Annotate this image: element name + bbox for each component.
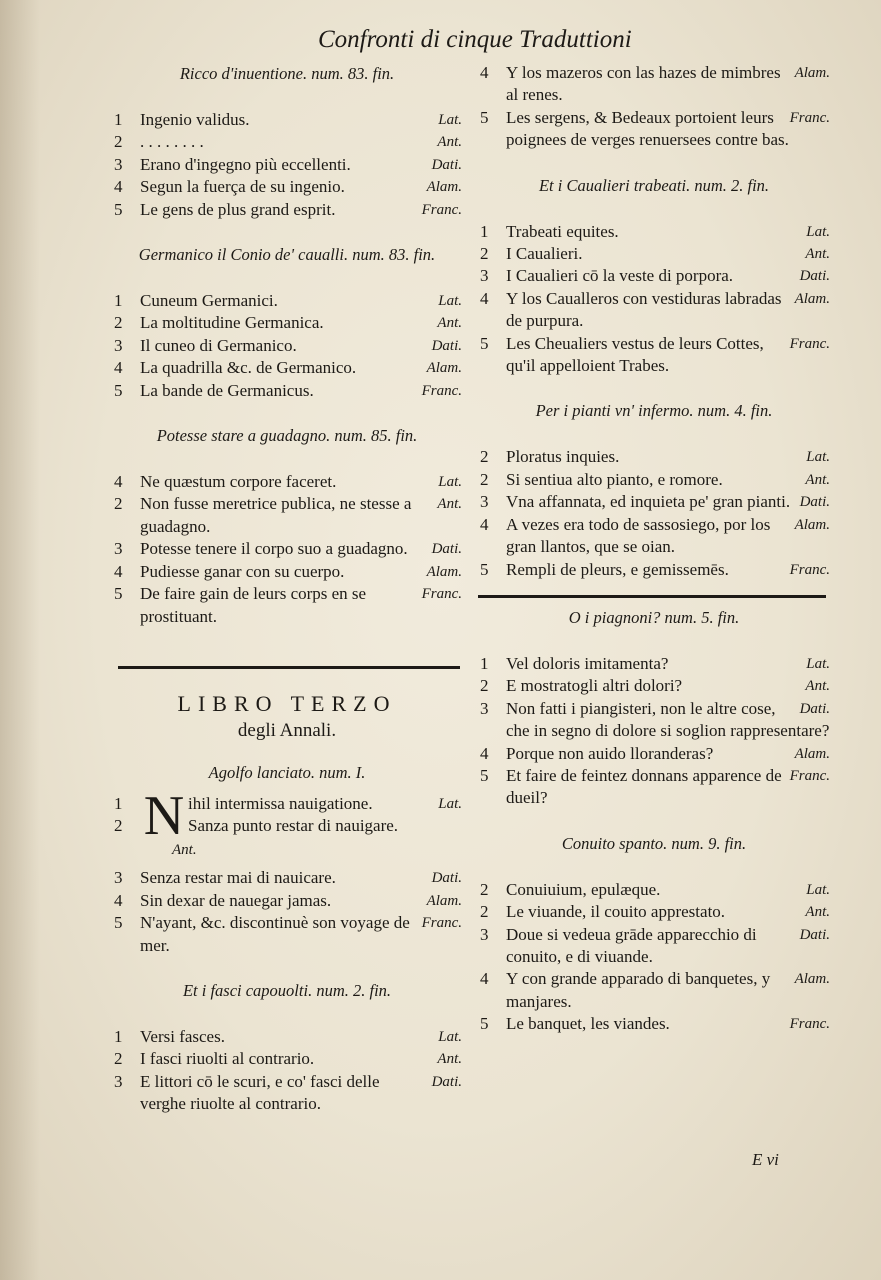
- entry-text: Doue si vedeua grāde apparecchio di conuito, e di viuande.: [506, 924, 757, 966]
- entry-number: 2: [480, 879, 489, 899]
- entry-text: Y con grande apparado di banquetes, y manjares.: [506, 969, 771, 1011]
- entry-number: 5: [480, 1014, 489, 1034]
- entry-text: I Caualieri cō la veste di porpora.: [506, 266, 734, 286]
- translator-tag: Alam.: [426, 892, 462, 909]
- entry-body: [506, 924, 830, 969]
- entry-row: [112, 131, 462, 153]
- left-section-4: [112, 979, 462, 1116]
- entry-body: [506, 879, 830, 901]
- drop-cap-initial: N: [143, 784, 185, 847]
- entry-row: [478, 243, 830, 265]
- entry-body: [140, 1071, 462, 1116]
- translator-tag: Lat.: [806, 655, 830, 672]
- entry-body: [506, 288, 830, 333]
- entry-row: [112, 471, 462, 493]
- entry-number: 4: [114, 890, 123, 910]
- right-section-1: [478, 174, 830, 378]
- entry-text: Ne quæstum corpore faceret.: [140, 472, 337, 492]
- translator-tag: Lat.: [438, 293, 462, 310]
- translator-tag: Lat.: [438, 795, 462, 812]
- entry-body: [506, 765, 830, 810]
- translator-tag: Ant.: [805, 471, 830, 488]
- entry-number: 1: [114, 110, 123, 129]
- entry-number: 5: [114, 380, 123, 400]
- section-heading: Conuito spanto. num. 9. fin.: [561, 833, 747, 853]
- entry-list: [478, 653, 830, 810]
- entry-body: [140, 1026, 462, 1048]
- entry-text: N'ayant, &c. discontinuè son voyage de mer.: [140, 913, 410, 955]
- entry-row: [478, 765, 830, 810]
- entry-row: [478, 288, 830, 333]
- translator-tag: Ant.: [805, 678, 830, 695]
- entry-numbers: [112, 793, 140, 839]
- entry-number: 1: [114, 291, 123, 311]
- entry-number: 5: [480, 333, 489, 353]
- entry-text: Si sentiua alto pianto, e romore.: [506, 469, 723, 489]
- translator-tag: Franc.: [421, 201, 462, 218]
- entry-number: 3: [480, 492, 489, 512]
- entry-text: . . . . . . . .: [140, 132, 204, 152]
- entry-row: [478, 743, 830, 765]
- translator-tag: Lat.: [438, 112, 462, 128]
- entry-body: [140, 357, 462, 379]
- translator-tag: Franc.: [421, 382, 462, 399]
- entry-row: [112, 290, 462, 312]
- entry-row: [478, 924, 830, 969]
- entry-text: Y los mazeros con las hazes de mimbres al renes.: [506, 63, 781, 105]
- entry-list: [478, 221, 830, 378]
- entry-text: Rempli de pleurs, e gemissemēs.: [506, 559, 729, 579]
- entry-number: 2: [480, 447, 489, 467]
- entry-body: [140, 335, 462, 357]
- book-title: LIBRO TERZO: [177, 690, 397, 716]
- entry-text: La bande de Germanicus.: [140, 380, 314, 400]
- entry-list: [112, 1026, 462, 1116]
- entry-list: [112, 867, 462, 957]
- entry-body: [506, 243, 830, 265]
- entry-row: [112, 312, 462, 334]
- translator-tag: Franc.: [789, 335, 830, 352]
- section-heading: Potesse stare a guadagno. num. 85. fin.: [156, 426, 418, 446]
- entry-text: Porque non auido lloranderas?: [506, 743, 714, 763]
- opening-passage: [112, 784, 462, 847]
- translator-tag: Alam.: [794, 516, 830, 533]
- entry-number: 2: [480, 902, 489, 922]
- translator-tag: Ant.: [805, 904, 830, 921]
- section-heading: Germanico il Conio de' caualli. num. 83. fin.: [138, 245, 436, 265]
- entry-number: 2: [114, 132, 123, 152]
- entry-text: A vezes era todo de sassosiego, por los gran llantos, que se oian.: [506, 514, 771, 557]
- translator-tag: Lat.: [438, 1028, 462, 1045]
- right-section-2: [478, 399, 830, 580]
- entry-text: ihil intermissa nauigatione.: [188, 793, 373, 813]
- entry-text: Sin dexar de nauegar jamas.: [140, 890, 332, 910]
- entry-list: [478, 879, 830, 1036]
- section-heading: Ricco d'inuentione. num. 83. fin.: [179, 64, 395, 83]
- entry-body: [506, 901, 830, 923]
- entry-body: [506, 743, 830, 765]
- entry-text: E littori cō le scuri, e co' fasci delle verghe riuolte al contrario.: [140, 1071, 380, 1114]
- translator-tag: Alam.: [794, 971, 830, 988]
- entry-text: Senza restar mai di nauicare.: [140, 868, 336, 888]
- entry-number: 3: [480, 698, 489, 718]
- entry-text: Le banquet, les viandes.: [506, 1014, 670, 1034]
- entry-body: [506, 653, 830, 675]
- entry-body: [506, 265, 830, 287]
- entry-row: [112, 912, 462, 957]
- entry-row: [478, 514, 830, 559]
- entry-text: Trabeati equites.: [506, 221, 619, 241]
- right-section-4: [478, 832, 830, 1036]
- translator-tag: Ant.: [437, 1051, 462, 1068]
- entry-number: 4: [480, 969, 489, 989]
- translator-tag: Dati.: [431, 337, 462, 354]
- entry-number: 2: [480, 676, 489, 696]
- entry-row: [112, 867, 462, 889]
- entry-text: Et faire de feintez donnans apparence de dueil?: [506, 765, 782, 808]
- entry-text: Sanza punto restar di nauigare.: [188, 816, 399, 836]
- entry-body: [140, 290, 462, 312]
- entry-body: [506, 675, 830, 697]
- entry-body: [140, 538, 462, 560]
- entry-row: [478, 446, 830, 468]
- entry-number: 2: [114, 816, 123, 836]
- entry-text: Le gens de plus grand esprit.: [140, 199, 336, 219]
- section-heading: Agolfo lanciato. num. I.: [208, 762, 366, 782]
- entry-text: Ingenio validus.: [140, 110, 250, 129]
- translator-tag: Alam.: [794, 65, 830, 81]
- entry-text: I Caualieri.: [506, 244, 583, 264]
- entry-row: [478, 221, 830, 243]
- entry-body: [506, 446, 830, 468]
- entry-number: 5: [480, 765, 489, 785]
- entry-body: [140, 176, 462, 198]
- entry-body: [140, 131, 462, 153]
- entry-list: [478, 62, 830, 152]
- left-section-1: [112, 62, 462, 221]
- translator-tag: Alam.: [426, 179, 462, 196]
- entry-body: [140, 471, 462, 493]
- entry-row: [112, 1026, 462, 1048]
- drop-cap-lines: [188, 793, 462, 839]
- entry-body: [506, 107, 830, 152]
- entry-row: [478, 559, 830, 581]
- entry-row: [478, 698, 830, 743]
- entry-number: 4: [480, 63, 489, 82]
- entry-body: [506, 514, 830, 559]
- entry-row: [478, 675, 830, 697]
- section-heading: O i piagnoni? num. 5. fin.: [568, 607, 740, 627]
- entry-number: 5: [114, 199, 123, 219]
- entry-number: 4: [480, 743, 489, 763]
- entry-number: 5: [480, 559, 489, 579]
- translator-tag: Franc.: [789, 767, 830, 784]
- entry-text: Y los Caualleros con vestiduras labradas de purpura.: [506, 288, 782, 331]
- translator-tag: Lat.: [806, 223, 830, 240]
- entry-number: 3: [114, 154, 123, 174]
- section-heading: Per i pianti vn' infermo. num. 4. fin.: [535, 401, 773, 421]
- entry-body: [506, 333, 830, 378]
- entry-row: [112, 493, 462, 538]
- entry-number: 4: [480, 514, 489, 534]
- entry-body: [506, 1013, 830, 1035]
- entry-text: Non fatti i piangisteri, non le altre cose, che in segno di dolore si soglion rappresentare?: [506, 698, 830, 741]
- entry-row: [112, 199, 462, 221]
- translator-tag: Dati.: [431, 1073, 462, 1090]
- translator-tag: Franc.: [789, 561, 830, 578]
- page-gutter-shadow: [0, 0, 40, 1280]
- translator-tag: Lat.: [438, 474, 462, 491]
- entry-text: Versi fasces.: [140, 1026, 225, 1046]
- left-section-2: [112, 243, 462, 402]
- entry-text: Ploratus inquies.: [506, 447, 620, 467]
- translator-tag: Dati.: [431, 541, 462, 558]
- translator-tag: Franc.: [789, 109, 830, 126]
- entry-number: 4: [114, 177, 123, 197]
- entry-number: 1: [114, 793, 123, 813]
- entry-body: [140, 867, 462, 889]
- translator-tag: Lat.: [806, 881, 830, 898]
- entry-text: Segun la fuerça de su ingenio.: [140, 177, 345, 197]
- entry-row: [112, 335, 462, 357]
- entry-number: 4: [114, 472, 123, 492]
- entry-number: 2: [114, 313, 123, 333]
- entry-text: Pudiesse ganar con su cuerpo.: [140, 561, 345, 581]
- right-column: [478, 62, 830, 1036]
- entry-number: 2: [114, 494, 123, 514]
- entry-row: [112, 357, 462, 379]
- entry-row: [478, 491, 830, 513]
- entry-number: 4: [114, 561, 123, 581]
- entry-number: 5: [480, 107, 489, 127]
- entry-number: 4: [114, 358, 123, 378]
- translator-tag: Alam.: [794, 745, 830, 762]
- translator-tag: Alam.: [426, 360, 462, 377]
- entry-list: [112, 471, 462, 628]
- entry-body: [506, 698, 830, 743]
- entry-list: [112, 290, 462, 402]
- entry-row: [112, 583, 462, 628]
- entry-body: [140, 154, 462, 176]
- translator-tag: Alam.: [794, 290, 830, 307]
- section-heading: Et i fasci capouolti. num. 2. fin.: [182, 980, 392, 1000]
- translator-tag: Alam.: [426, 563, 462, 580]
- entry-number: 3: [114, 539, 123, 559]
- catchword: E vi: [752, 1150, 779, 1169]
- translator-tag: Ant.: [437, 134, 462, 151]
- entry-row: [112, 538, 462, 560]
- entry-text: Il cuneo di Germanico.: [140, 335, 297, 355]
- entry-body: [140, 890, 462, 912]
- entry-row: [478, 265, 830, 287]
- entry-text: Le viuande, il couito apprestato.: [506, 902, 726, 922]
- translator-tag: Dati.: [799, 268, 830, 285]
- entry-body: [506, 559, 830, 581]
- book-divider-rule: [118, 666, 460, 669]
- entry-number: 3: [114, 335, 123, 355]
- entry-row: [478, 901, 830, 923]
- entry-body: [140, 1048, 462, 1070]
- entry-body: [506, 968, 830, 1013]
- entry-text: Potesse tenere il corpo suo a guadagno.: [140, 539, 408, 559]
- entry-body: [140, 912, 462, 957]
- entry-number: 3: [114, 868, 123, 888]
- entry-row: [112, 561, 462, 583]
- entry-row: [478, 968, 830, 1013]
- entry-row: [478, 333, 830, 378]
- entry-row: [478, 62, 830, 107]
- entry-number: 2: [480, 469, 489, 489]
- translator-tag: Franc.: [789, 1016, 830, 1033]
- entry-row: [112, 1071, 462, 1116]
- entry-text: Non fusse meretrice publica, ne stesse a guadagno.: [140, 494, 412, 536]
- entry-row: [112, 109, 462, 131]
- translator-tag: Lat.: [806, 449, 830, 466]
- entry-text: E mostratogli altri dolori?: [506, 676, 683, 696]
- translator-tag: Ant.: [437, 315, 462, 332]
- entry-text: I fasci riuolti al contrario.: [140, 1049, 315, 1069]
- translator-tag: Dati.: [799, 494, 830, 511]
- entry-number: 1: [480, 221, 489, 241]
- entry-body: [506, 491, 830, 513]
- entry-text: Les sergens, & Bedeaux portoient leurs poignees de verges renuersees contre bas.: [506, 107, 789, 150]
- entry-body: [140, 561, 462, 583]
- entry-number: 2: [480, 244, 489, 264]
- entry-row: [478, 469, 830, 491]
- entry-text: La moltitudine Germanica.: [140, 313, 324, 333]
- running-head: Confronti di cinque Traduttioni: [318, 26, 632, 53]
- entry-body: [140, 583, 462, 628]
- entry-number: 5: [114, 913, 123, 933]
- entry-row: [112, 154, 462, 176]
- entry-row: [478, 1013, 830, 1035]
- translator-tag: Franc.: [421, 586, 462, 603]
- entry-body: [140, 493, 462, 538]
- translator-tag: Franc.: [421, 915, 462, 932]
- entry-list: [478, 446, 830, 580]
- section-heading: Et i Caualieri trabeati. num. 2. fin.: [538, 175, 770, 195]
- entry-body: [140, 312, 462, 334]
- entry-text: Les Cheualiers vestus de leurs Cottes, qu'il appelloient Trabes.: [506, 333, 764, 376]
- book-subtitle: degli Annali.: [237, 719, 337, 741]
- entry-body: [140, 380, 462, 402]
- entry-row: [478, 653, 830, 675]
- entry-body: [506, 469, 830, 491]
- entry-number: 1: [480, 653, 489, 673]
- translator-tag: Ant.: [172, 841, 197, 858]
- entry-body: [140, 199, 462, 221]
- entry-body: [140, 109, 462, 131]
- entry-number: 3: [114, 1071, 123, 1091]
- entry-text: Vna affannata, ed inquieta pe' gran pianti.: [506, 492, 791, 512]
- translator-tag: Dati.: [431, 870, 462, 887]
- right-section-3: [478, 606, 830, 810]
- entry-number: 1: [114, 1026, 123, 1046]
- entry-row: [112, 1048, 462, 1070]
- translator-tag: Dati.: [431, 156, 462, 173]
- translator-tag: Ant.: [437, 496, 462, 513]
- entry-row: [478, 879, 830, 901]
- entry-number: 4: [480, 288, 489, 308]
- entry-number: 3: [480, 924, 489, 944]
- entry-number: 2: [114, 1049, 123, 1069]
- entry-text: La quadrilla &c. de Germanico.: [140, 358, 357, 378]
- entry-body: [506, 62, 830, 107]
- entry-body: [506, 221, 830, 243]
- entry-list: [112, 109, 462, 221]
- entry-row: [112, 890, 462, 912]
- entry-row: [112, 380, 462, 402]
- entry-row: [478, 107, 830, 152]
- translator-tag: Ant.: [805, 246, 830, 263]
- entry-number: 3: [480, 266, 489, 286]
- entry-text: Cuneum Germanici.: [140, 291, 278, 311]
- entry-text: De faire gain de leurs corps en se prostituant.: [140, 584, 367, 626]
- translator-tag: Dati.: [799, 700, 830, 717]
- translator-tag: Dati.: [799, 926, 830, 943]
- left-column: [112, 62, 462, 1116]
- entry-text: Conuiuium, epulæque.: [506, 879, 661, 899]
- entry-text: Vel doloris imitamenta?: [506, 653, 669, 673]
- entry-text: Erano d'ingegno più eccellenti.: [140, 154, 351, 174]
- entry-row: [112, 176, 462, 198]
- left-section-3: [112, 424, 462, 628]
- entry-number: 5: [114, 584, 123, 604]
